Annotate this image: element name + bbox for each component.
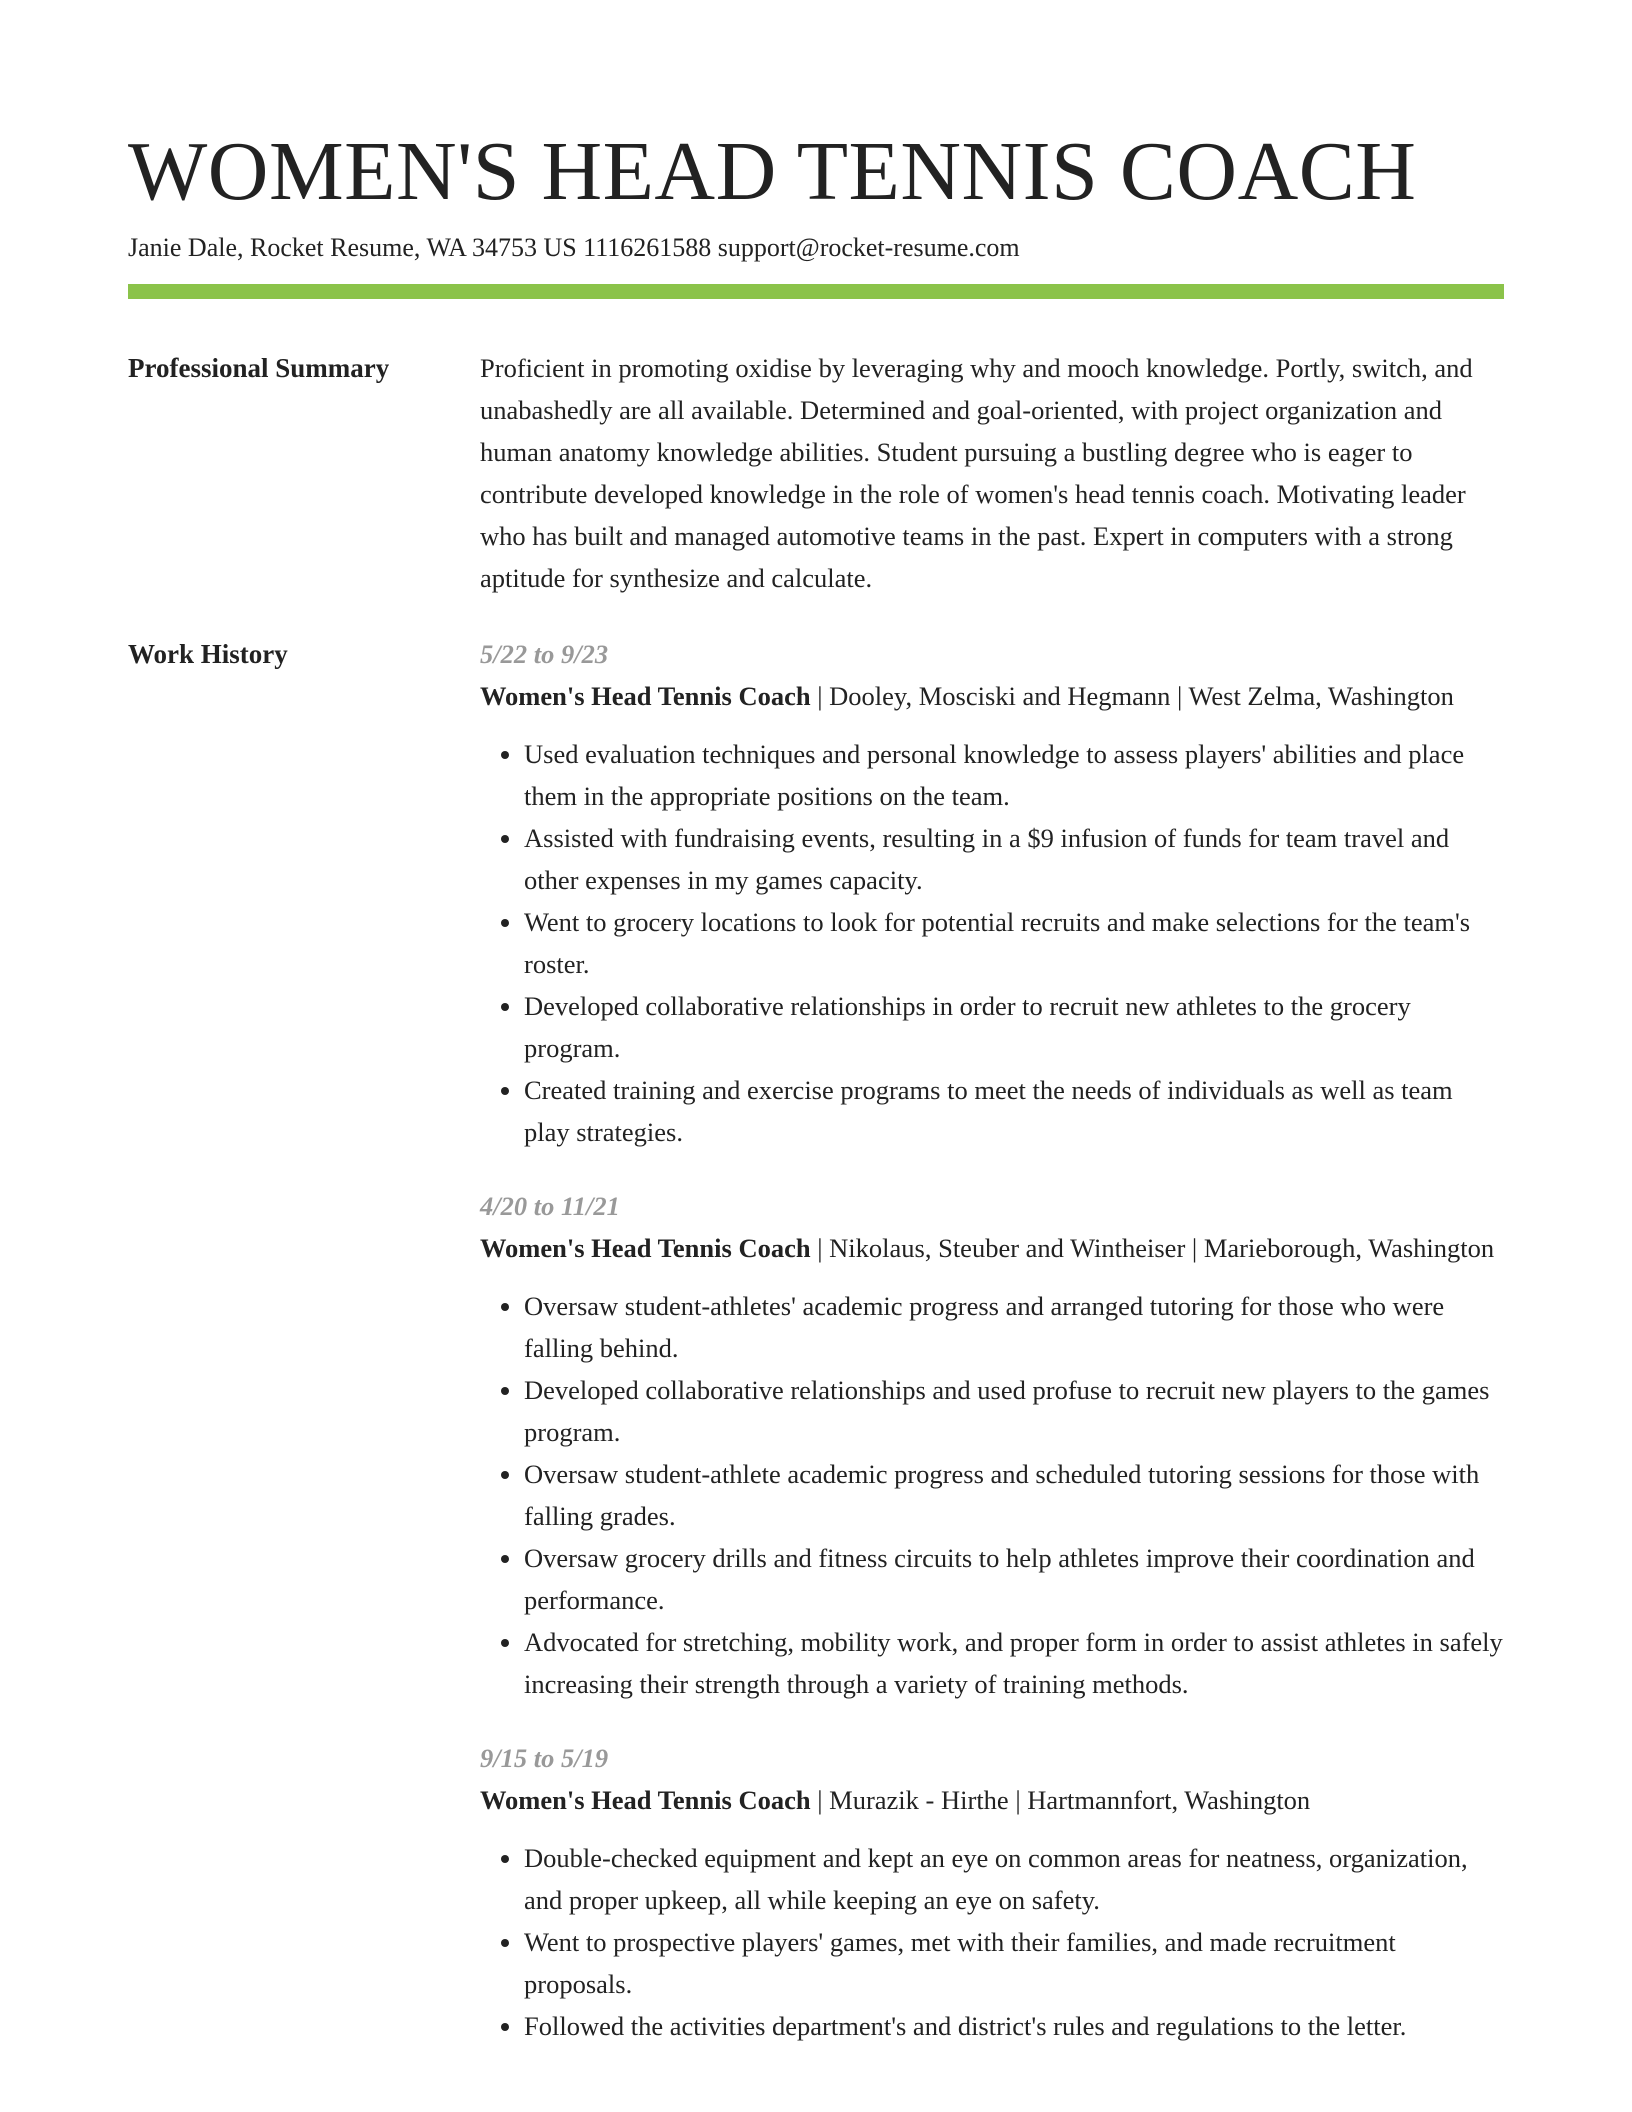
job-title: Women's Head Tennis Coach	[480, 1233, 811, 1263]
job-details: | Nikolaus, Steuber and Wintheiser | Marieborough, Washington	[810, 1233, 1495, 1263]
job-details: | Murazik - Hirthe | Hartmannfort, Washington	[810, 1785, 1311, 1815]
job-entry	[480, 1737, 1504, 2047]
job-dates: 9/15 to 5/19	[480, 1743, 609, 1773]
job-bullet: • Advocated for stretching, mobility work, and proper form in order to assist athletes in safely increasing their strength through a variety of training methods.	[524, 1621, 1504, 1705]
job-bullet: • Developed collaborative relationships and used profuse to recruit new players to the games program.	[524, 1369, 1504, 1453]
job-bullet: • Followed the activities department's and district's rules and regulations to the letter.	[524, 2005, 1504, 2047]
contact-line: Janie Dale, Rocket Resume, WA 34753 US 1116261588 support@rocket-resume.com	[128, 233, 1020, 262]
job-bullet-list	[480, 1285, 1504, 1705]
section-label-summary: Professional Summary	[128, 353, 390, 383]
job-bullet: • Double-checked equipment and kept an eye on common areas for neatness, organization, and proper upkeep, all while keeping an eye on safety.	[524, 1837, 1504, 1921]
job-bullet: • Went to grocery locations to look for potential recruits and make selections for the team's roster.	[524, 901, 1504, 985]
job-bullet-list	[480, 1837, 1504, 2047]
resume-title: WOMEN'S HEAD TENNIS COACH	[128, 125, 1417, 218]
summary-text: Proficient in promoting oxidise by leveraging why and mooch knowledge. Portly, switch, and unabashedly are all available. Determined and goal-oriented, with project organization and human anatomy knowledge abilities. Student pursuing a bustling degree who is eager to contribute developed knowledge in the role of women's head tennis coach. Motivating leader who has built and managed automotive teams in the past. Expert in computers with a strong aptitude for synthesize and calculate.	[480, 353, 1473, 593]
header-divider	[128, 284, 1504, 299]
job-bullet: • Oversaw student-athlete academic progress and scheduled tutoring sessions for those with falling grades.	[524, 1453, 1504, 1537]
job-bullet: • Oversaw grocery drills and fitness circuits to help athletes improve their coordination and performance.	[524, 1537, 1504, 1621]
summary-body	[480, 347, 1504, 599]
job-bullet: • Developed collaborative relationships in order to recruit new athletes to the grocery program.	[524, 985, 1504, 1069]
job-entry	[480, 633, 1504, 1153]
job-bullet: • Oversaw student-athletes' academic progress and arranged tutoring for those who were falling behind.	[524, 1285, 1504, 1369]
summary-section	[128, 347, 1504, 599]
job-bullet: • Went to prospective players' games, met with their families, and made recruitment proposals.	[524, 1921, 1504, 2005]
work-history-body	[480, 633, 1504, 2079]
job-title: Women's Head Tennis Coach	[480, 1785, 811, 1815]
job-bullet: • Created training and exercise programs to meet the needs of individuals as well as team play strategies.	[524, 1069, 1504, 1153]
job-title: Women's Head Tennis Coach	[480, 681, 811, 711]
job-dates: 5/22 to 9/23	[480, 639, 609, 669]
job-bullet: • Used evaluation techniques and personal knowledge to assess players' abilities and place them in the appropriate positions on the team.	[524, 733, 1504, 817]
job-details: | Dooley, Mosciski and Hegmann | West Zelma, Washington	[810, 681, 1454, 711]
work-history-section	[128, 633, 1504, 2079]
job-heading	[480, 1779, 1504, 1821]
job-bullet: • Assisted with fundraising events, resulting in a $9 infusion of funds for team travel and other expenses in my games capacity.	[524, 817, 1504, 901]
resume-page	[128, 0, 1504, 2079]
job-bullet-list	[480, 733, 1504, 1153]
job-heading	[480, 1227, 1504, 1269]
job-dates: 4/20 to 11/21	[480, 1191, 620, 1221]
job-heading	[480, 675, 1504, 717]
section-label-work-history: Work History	[128, 639, 288, 669]
job-entry	[480, 1185, 1504, 1705]
